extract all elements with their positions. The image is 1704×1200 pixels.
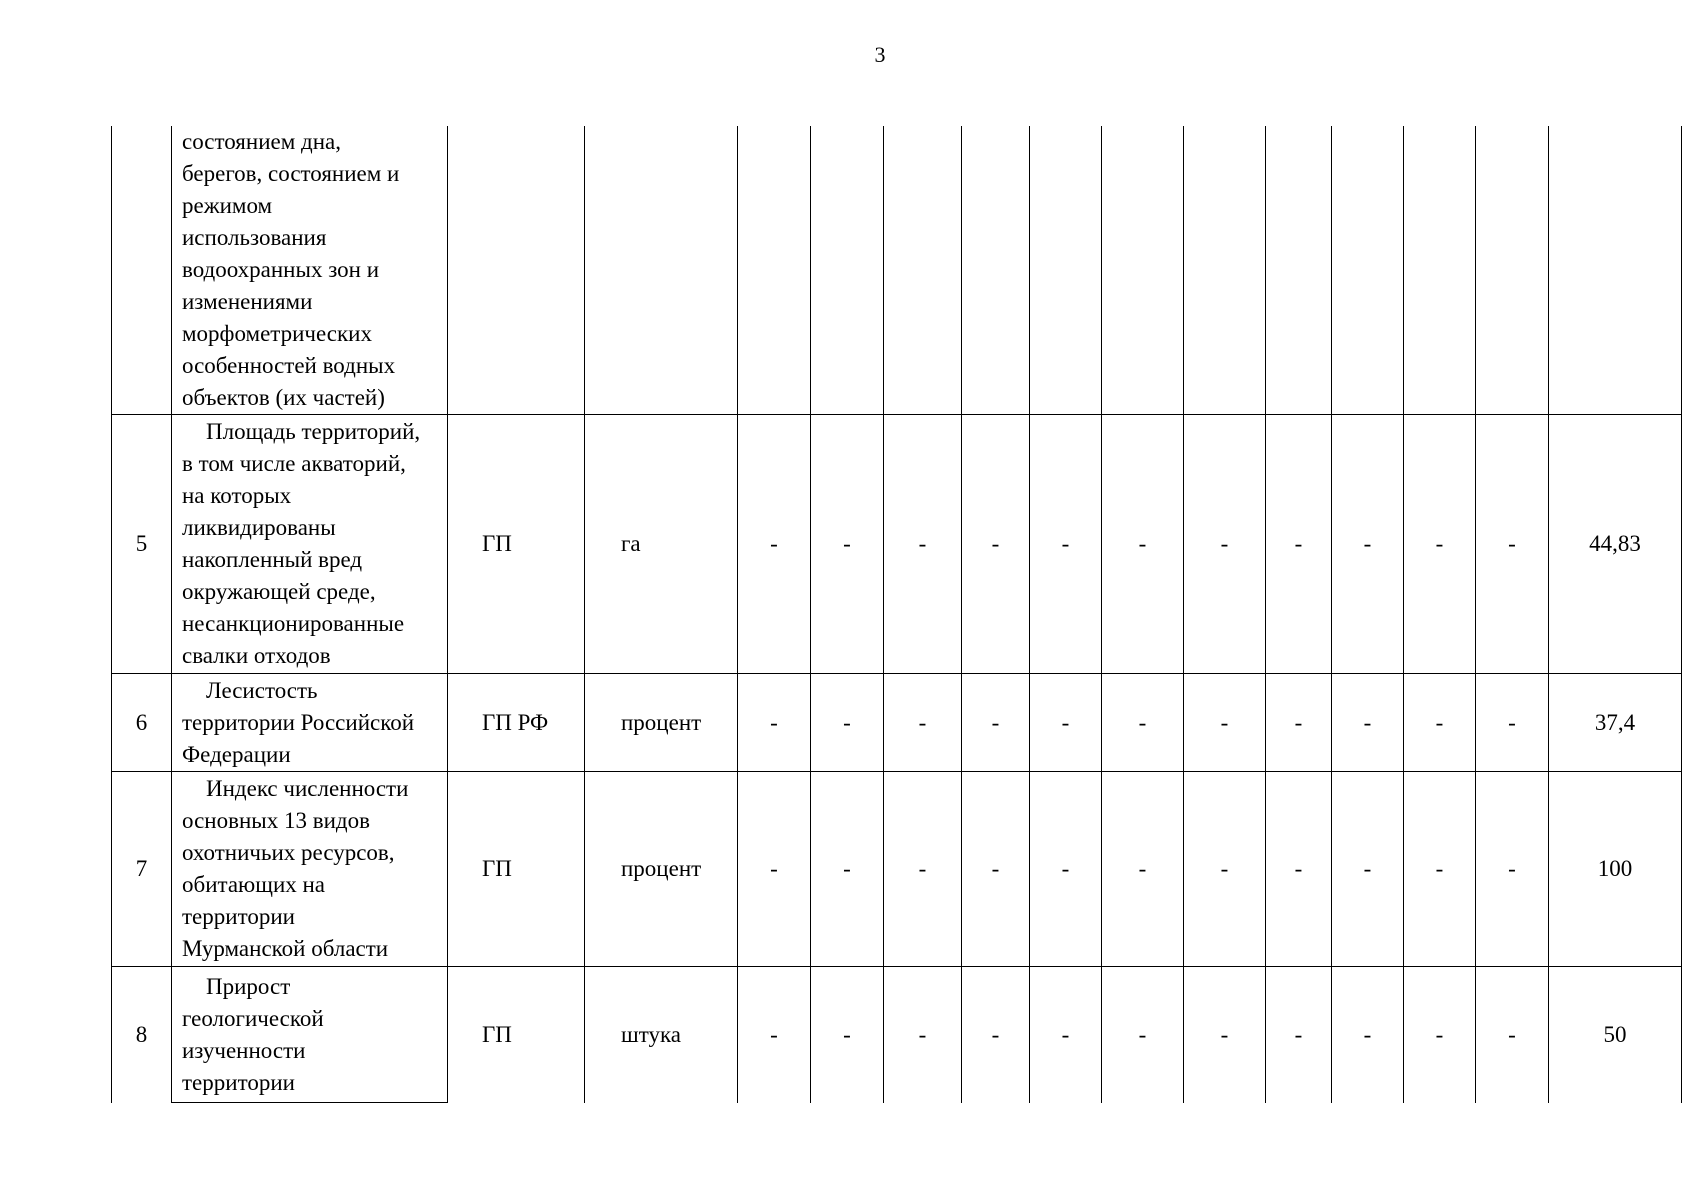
year-value: - bbox=[1030, 772, 1102, 967]
year-value: - bbox=[811, 772, 884, 967]
year-value: - bbox=[1184, 674, 1266, 772]
row-number: 5 bbox=[112, 415, 172, 674]
indicator-name-line: несанкционированные bbox=[182, 611, 405, 636]
indicator-name-line: обитающих на bbox=[182, 872, 326, 897]
indicator-name-line: изученности bbox=[182, 1037, 306, 1063]
year-value: - bbox=[1404, 674, 1476, 772]
program-level: ГП bbox=[448, 772, 585, 967]
year-value: - bbox=[1030, 967, 1102, 1103]
year-value bbox=[1404, 126, 1476, 415]
indicator-name-line: геологической bbox=[182, 1005, 324, 1031]
year-value: - bbox=[1184, 772, 1266, 967]
program-level bbox=[448, 126, 585, 415]
year-value bbox=[884, 126, 962, 415]
year-value: - bbox=[1184, 967, 1266, 1103]
year-value: - bbox=[1102, 415, 1184, 674]
target-value: 100 bbox=[1549, 772, 1682, 967]
indicator-name-line: территории bbox=[182, 1069, 295, 1095]
year-value: - bbox=[1332, 967, 1404, 1103]
target-value: 37,4 bbox=[1549, 674, 1682, 772]
unit-of-measure: штука bbox=[585, 967, 738, 1103]
indicator-name-line: изменениями bbox=[182, 289, 313, 314]
table-row bbox=[112, 674, 1682, 772]
indicator-name-line: охотничьих ресурсов, bbox=[182, 840, 395, 865]
year-value: - bbox=[738, 967, 811, 1103]
year-value: - bbox=[738, 415, 811, 674]
indicator-name-line: территории Российской bbox=[182, 709, 415, 735]
indicator-name-line: в том числе акваторий, bbox=[182, 451, 406, 476]
indicator-name bbox=[172, 674, 448, 772]
indicator-name-line: особенностей водных bbox=[182, 353, 396, 378]
year-value: - bbox=[1332, 772, 1404, 967]
unit-of-measure: процент bbox=[585, 674, 738, 772]
year-value: - bbox=[1476, 674, 1549, 772]
year-value bbox=[1184, 126, 1266, 415]
indicator-name-line: Площадь территорий, bbox=[206, 419, 421, 444]
indicators-table bbox=[111, 126, 1682, 1103]
year-value bbox=[811, 126, 884, 415]
indicator-name-line: территории bbox=[182, 904, 295, 929]
year-value: - bbox=[738, 772, 811, 967]
year-value: - bbox=[884, 772, 962, 967]
year-value: - bbox=[1266, 415, 1332, 674]
year-value: - bbox=[884, 674, 962, 772]
unit-of-measure: га bbox=[585, 415, 738, 674]
indicator-name-line: свалки отходов bbox=[182, 643, 331, 668]
indicator-name-line: берегов, состоянием и bbox=[182, 161, 400, 186]
target-value: 44,83 bbox=[1549, 415, 1682, 674]
year-value: - bbox=[884, 415, 962, 674]
indicator-name-line: Индекс численности bbox=[206, 776, 409, 801]
year-value bbox=[738, 126, 811, 415]
indicator-name-line: Прирост bbox=[206, 973, 291, 999]
indicator-name-line: накопленный вред bbox=[182, 547, 363, 572]
table-row bbox=[112, 967, 1682, 1103]
row-number bbox=[112, 126, 172, 415]
year-value: - bbox=[1266, 772, 1332, 967]
indicator-name-line: основных 13 видов bbox=[182, 808, 370, 833]
indicator-name-line: морфометрических bbox=[182, 321, 372, 346]
program-level: ГП bbox=[448, 415, 585, 674]
year-value: - bbox=[962, 967, 1030, 1103]
year-value: - bbox=[811, 674, 884, 772]
indicator-name bbox=[172, 772, 448, 967]
year-value: - bbox=[1332, 415, 1404, 674]
indicator-name-line: водоохранных зон и bbox=[182, 257, 380, 282]
year-value: - bbox=[1030, 415, 1102, 674]
indicator-name-line: режимом bbox=[182, 193, 273, 218]
row-number: 7 bbox=[112, 772, 172, 967]
indicator-name-line: на которых bbox=[182, 483, 292, 508]
year-value: - bbox=[1102, 967, 1184, 1103]
table-row bbox=[112, 126, 1682, 415]
year-value: - bbox=[811, 967, 884, 1103]
program-level: ГП РФ bbox=[448, 674, 585, 772]
year-value: - bbox=[1476, 967, 1549, 1103]
year-value: - bbox=[1404, 772, 1476, 967]
table-row bbox=[112, 415, 1682, 674]
year-value: - bbox=[884, 967, 962, 1103]
year-value: - bbox=[1476, 415, 1549, 674]
year-value: - bbox=[811, 415, 884, 674]
year-value bbox=[962, 126, 1030, 415]
year-value: - bbox=[1476, 772, 1549, 967]
indicator-name-line: использования bbox=[182, 225, 327, 250]
indicator-name bbox=[172, 967, 448, 1103]
indicator-name-line: Лесистость bbox=[206, 677, 318, 703]
year-value: - bbox=[1404, 415, 1476, 674]
year-value: - bbox=[1184, 415, 1266, 674]
year-value: - bbox=[1404, 967, 1476, 1103]
indicator-name-line: Мурманской области bbox=[182, 936, 389, 961]
indicator-name bbox=[172, 415, 448, 674]
year-value bbox=[1030, 126, 1102, 415]
year-value: - bbox=[1102, 674, 1184, 772]
program-level: ГП bbox=[448, 967, 585, 1103]
row-number: 6 bbox=[112, 674, 172, 772]
year-value: - bbox=[962, 674, 1030, 772]
indicator-name-line: объектов (их частей) bbox=[182, 385, 385, 410]
year-value: - bbox=[1102, 772, 1184, 967]
year-value bbox=[1476, 126, 1549, 415]
year-value: - bbox=[1030, 674, 1102, 772]
year-value bbox=[1332, 126, 1404, 415]
target-value: 50 bbox=[1549, 967, 1682, 1103]
year-value: - bbox=[962, 415, 1030, 674]
target-value bbox=[1549, 126, 1682, 415]
indicator-name-line: окружающей среде, bbox=[182, 579, 376, 604]
year-value: - bbox=[1266, 967, 1332, 1103]
table-row bbox=[112, 772, 1682, 967]
year-value: - bbox=[738, 674, 811, 772]
unit-of-measure bbox=[585, 126, 738, 415]
year-value bbox=[1266, 126, 1332, 415]
row-number: 8 bbox=[112, 967, 172, 1103]
indicator-name-line: состоянием дна, bbox=[182, 129, 341, 154]
indicator-name bbox=[172, 126, 448, 415]
year-value: - bbox=[1332, 674, 1404, 772]
page-number: 3 bbox=[874, 42, 886, 67]
year-value: - bbox=[1266, 674, 1332, 772]
year-value bbox=[1102, 126, 1184, 415]
indicator-name-line: Федерации bbox=[182, 741, 291, 767]
unit-of-measure: процент bbox=[585, 772, 738, 967]
indicator-name-line: ликвидированы bbox=[182, 515, 336, 540]
year-value: - bbox=[962, 772, 1030, 967]
